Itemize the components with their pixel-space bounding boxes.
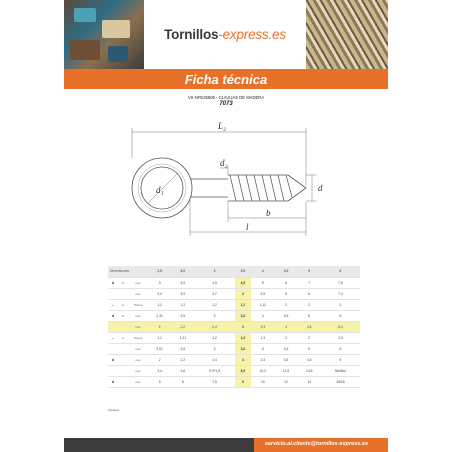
- row-unit: nom: [128, 343, 148, 354]
- table-cell: 16/18: [321, 376, 360, 387]
- table-row: [108, 277, 360, 288]
- footer: [64, 438, 388, 452]
- label-L: L₂: [218, 121, 227, 131]
- size-header: 5: [298, 266, 321, 277]
- table-cell: 6: [298, 288, 321, 299]
- table-cell: 5: [298, 343, 321, 354]
- logo-main: Tornillos: [164, 27, 219, 42]
- table-cell: 2,4: [194, 321, 234, 332]
- table-cell: 2,2: [171, 321, 194, 332]
- table-cell: 1,2: [235, 299, 252, 310]
- table-cell: C+P1,5: [194, 365, 234, 376]
- table-cell: 1,3: [235, 332, 252, 343]
- row-symbol: d: [108, 310, 118, 321]
- header-photo-screws: [306, 0, 388, 69]
- table-cell: 7,5: [194, 376, 234, 387]
- table-cell: 10,2: [251, 365, 274, 376]
- table-row: [108, 321, 360, 332]
- table-cell: 2: [274, 299, 297, 310]
- table-row: [108, 299, 360, 310]
- size-header: 6: [321, 266, 360, 277]
- table-cell: 4,5: [298, 321, 321, 332]
- site-logo[interactable]: [164, 27, 286, 42]
- label-d2: d₂: [220, 158, 228, 168]
- table-cell: 2,4: [194, 354, 234, 365]
- size-header: 4,5: [274, 266, 297, 277]
- row-unit: T0ums: [128, 332, 148, 343]
- table-cell: 3,3: [235, 310, 252, 321]
- row-subscript: 1: [118, 277, 128, 288]
- table-cell: 3: [194, 343, 234, 354]
- row-unit: T0ums: [128, 299, 148, 310]
- row-subscript: 2: [118, 310, 128, 321]
- row-unit: nom: [128, 288, 148, 299]
- table-cell: 7,4: [321, 288, 360, 299]
- table-title: Dimensiones: [108, 266, 148, 277]
- row-subscript: [118, 376, 128, 387]
- header: [64, 0, 388, 69]
- table-cell: 2,5: [171, 310, 194, 321]
- row-subscript: 1: [118, 332, 128, 343]
- table-cell: 6: [321, 343, 360, 354]
- table-cell: 4: [235, 288, 252, 299]
- row-unit: nom: [128, 354, 148, 365]
- table-cell: 1,2: [194, 332, 234, 343]
- row-unit: nom: [128, 365, 148, 376]
- size-header: 2,5: [148, 266, 171, 277]
- table-cell: 1,11: [251, 299, 274, 310]
- table-cell: 5: [274, 288, 297, 299]
- table-cell: 4,5: [274, 343, 297, 354]
- table-cell: 3,4: [148, 365, 171, 376]
- table-cell: 5: [251, 277, 274, 288]
- table-cell: 4: [251, 310, 274, 321]
- row-symbol: d: [108, 354, 118, 365]
- table-cell: 2,2: [171, 354, 194, 365]
- technical-drawing: [120, 118, 340, 248]
- table-cell: 2: [274, 332, 297, 343]
- size-header: 3,5: [235, 266, 252, 277]
- row-symbol: d: [108, 277, 118, 288]
- table-cell: 2: [148, 354, 171, 365]
- table-cell: 3,9: [171, 288, 194, 299]
- label-d1: d₁: [156, 185, 164, 195]
- table-cell: 9: [235, 376, 252, 387]
- table-cell: 2: [148, 321, 171, 332]
- table-cell: 6,5: [235, 365, 252, 376]
- table-cell: 3: [235, 354, 252, 365]
- table-cell: 12,5: [274, 365, 297, 376]
- row-subscript: [118, 343, 128, 354]
- banner: [64, 69, 388, 89]
- table-cell: 2,31: [148, 310, 171, 321]
- row-unit: nom: [128, 310, 148, 321]
- table-cell: 6: [321, 310, 360, 321]
- table-cell: 4,5: [298, 354, 321, 365]
- table-cell: 1,1: [148, 299, 171, 310]
- table-row: [108, 365, 360, 376]
- table-cell: 5: [321, 354, 360, 365]
- table-cell: 3,5: [274, 354, 297, 365]
- header-photo-tools: [64, 0, 144, 69]
- table-cell: 5: [148, 376, 171, 387]
- row-unit: nom: [128, 321, 148, 332]
- size-header: 3: [194, 266, 234, 277]
- table-row: [108, 354, 360, 365]
- table-cell: 7: [298, 277, 321, 288]
- table-row: [108, 288, 360, 299]
- table-cell: 3,5: [171, 277, 194, 288]
- row-symbol: [108, 365, 118, 376]
- logo-accent: -express.es: [218, 27, 286, 42]
- table-cell: 4: [251, 343, 274, 354]
- table-row: [108, 376, 360, 387]
- table-cell: 2,01: [148, 343, 171, 354]
- row-unit: nom: [128, 376, 148, 387]
- table-cell: 4,5: [251, 288, 274, 299]
- table-row: [108, 332, 360, 343]
- row-symbol: –: [108, 332, 118, 343]
- table-cell: 3,3: [251, 321, 274, 332]
- table-cell: 4,5: [274, 310, 297, 321]
- table-cell: 3,3: [251, 354, 274, 365]
- table-cell: 4,5: [194, 277, 234, 288]
- row-subscript: [118, 288, 128, 299]
- table-row: [108, 310, 360, 321]
- table-cell: 1,21: [171, 332, 194, 343]
- table-cell: 6: [274, 277, 297, 288]
- table-cell: 1,2: [194, 299, 234, 310]
- table-note: Medidas: [108, 408, 120, 412]
- label-b: b: [266, 208, 271, 218]
- row-subscript: [118, 321, 128, 332]
- table-cell: Nul/Nul: [321, 365, 360, 376]
- spec-table: [108, 266, 360, 388]
- table-cell: 4: [274, 321, 297, 332]
- table-cell: 3: [194, 310, 234, 321]
- table-cell: 2,5: [321, 332, 360, 343]
- logo-area: [144, 0, 306, 69]
- table-cell: 1,3: [251, 332, 274, 343]
- table-cell: 12: [274, 376, 297, 387]
- footer-email[interactable]: servicio.al.cliente@tornillos-express.es: [264, 441, 368, 447]
- table-header-row: [108, 266, 360, 277]
- row-symbol: d: [108, 376, 118, 387]
- table-cell: 4,5: [235, 277, 252, 288]
- table-cell: 5: [298, 310, 321, 321]
- product-standard: VS-NFE25609 - CLAVIJAS DE MADERA: [187, 95, 265, 100]
- table-cell: 3,6: [171, 365, 194, 376]
- table-cell: 2: [321, 299, 360, 310]
- table-cell: 10: [251, 376, 274, 387]
- table-cell: 5,4: [321, 321, 360, 332]
- table-cell: 1,1: [148, 332, 171, 343]
- size-header: 4: [251, 266, 274, 277]
- banner-title: Ficha técnica: [184, 71, 268, 87]
- row-unit: nom: [128, 277, 148, 288]
- row-subscript: [118, 354, 128, 365]
- table-cell: 6: [171, 376, 194, 387]
- size-header: 3,0: [171, 266, 194, 277]
- footer-dark-band: [64, 438, 254, 452]
- table-cell: 3,4: [148, 288, 171, 299]
- table-cell: 1,2: [171, 299, 194, 310]
- row-subscript: [118, 365, 128, 376]
- table-cell: 2: [298, 332, 321, 343]
- table-row: [108, 343, 360, 354]
- table-cell: 2,5: [171, 343, 194, 354]
- product-code: 7073: [219, 101, 233, 107]
- label-l: l: [246, 222, 249, 232]
- row-symbol: [108, 343, 118, 354]
- table-cell: 2: [298, 299, 321, 310]
- table-cell: 7,5: [321, 277, 360, 288]
- table-cell: 3,3: [235, 343, 252, 354]
- table-cell: 14,6: [298, 365, 321, 376]
- row-symbol: –: [108, 299, 118, 310]
- row-symbol: [108, 288, 118, 299]
- label-d: d: [318, 183, 323, 193]
- table-cell: 3,7: [194, 288, 234, 299]
- table-cell: 3: [148, 277, 171, 288]
- table-cell: 3: [235, 321, 252, 332]
- row-symbol: [108, 321, 118, 332]
- table-cell: 14: [298, 376, 321, 387]
- row-subscript: 1: [118, 299, 128, 310]
